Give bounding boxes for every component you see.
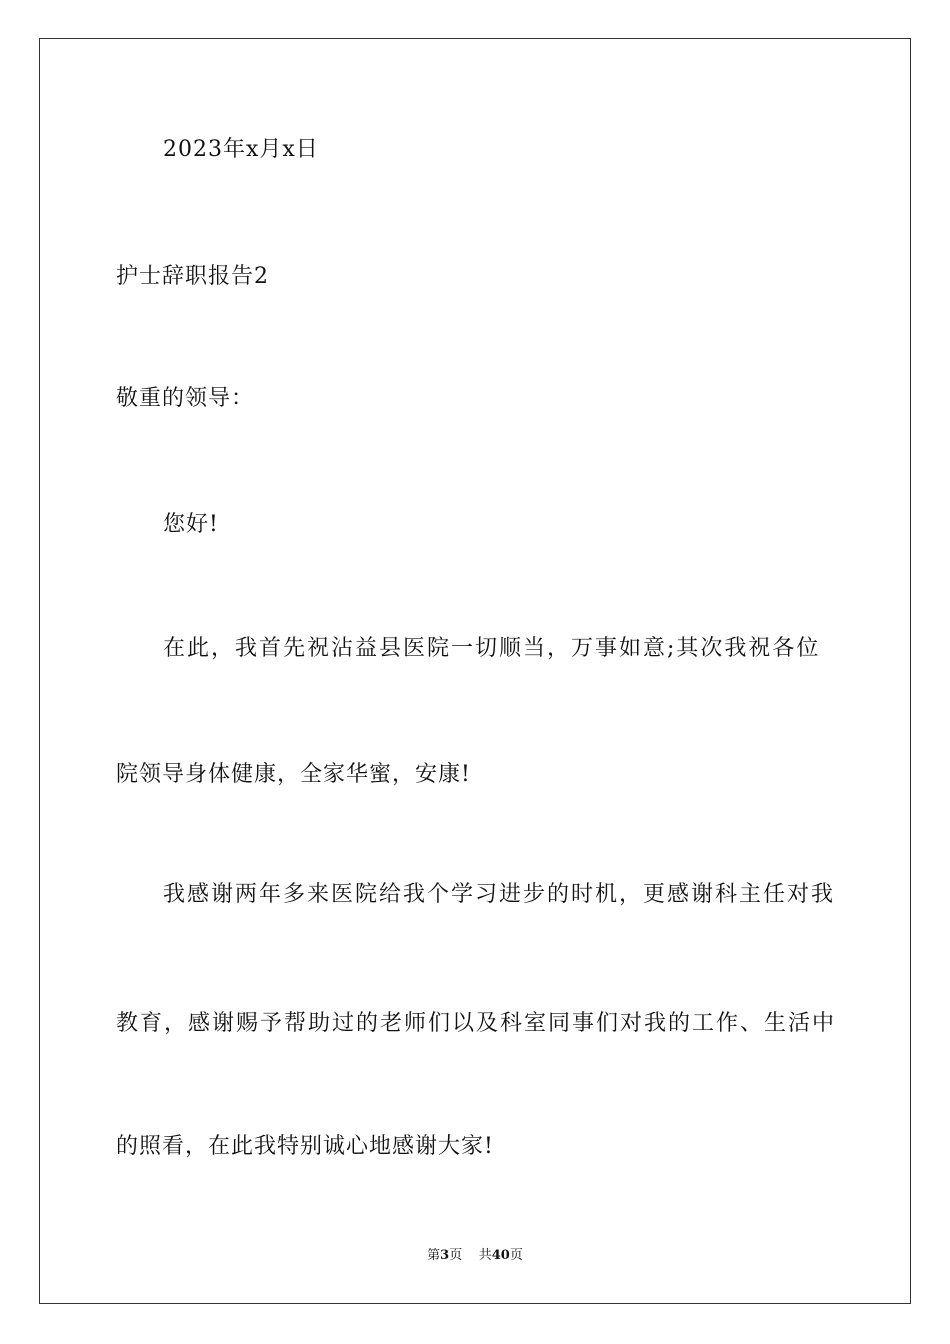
- body-line: 的照看，在此我特别诚心地感谢大家!: [116, 1134, 494, 1159]
- page-footer: [0, 1247, 950, 1265]
- page-number: 3: [440, 1248, 450, 1263]
- total-pages: 40: [491, 1248, 510, 1263]
- body-line: 教育，感谢赐予帮助过的老师们以及科室同事们对我的工作、生活中: [116, 1011, 837, 1036]
- letter-date: 2023年x月x日: [163, 137, 319, 162]
- body-line: 我感谢两年多来医院给我个学习进步的时机，更感谢科主任对我: [163, 882, 836, 907]
- page-border: [39, 38, 911, 1304]
- body-line: 在此，我首先祝沾益县医院一切顺当，万事如意;其次我祝各位: [163, 636, 821, 661]
- total-suffix: 页: [509, 1248, 523, 1263]
- greeting: 您好!: [163, 512, 219, 537]
- page-suffix: 页: [449, 1248, 463, 1263]
- page-prefix: 第: [427, 1248, 441, 1263]
- body-line: 院领导身体健康，全家华蜜，安康!: [116, 762, 471, 787]
- section-title: 护士辞职报告2: [116, 264, 269, 289]
- salutation: 敬重的领导：: [116, 386, 255, 411]
- total-prefix: 共: [478, 1248, 492, 1263]
